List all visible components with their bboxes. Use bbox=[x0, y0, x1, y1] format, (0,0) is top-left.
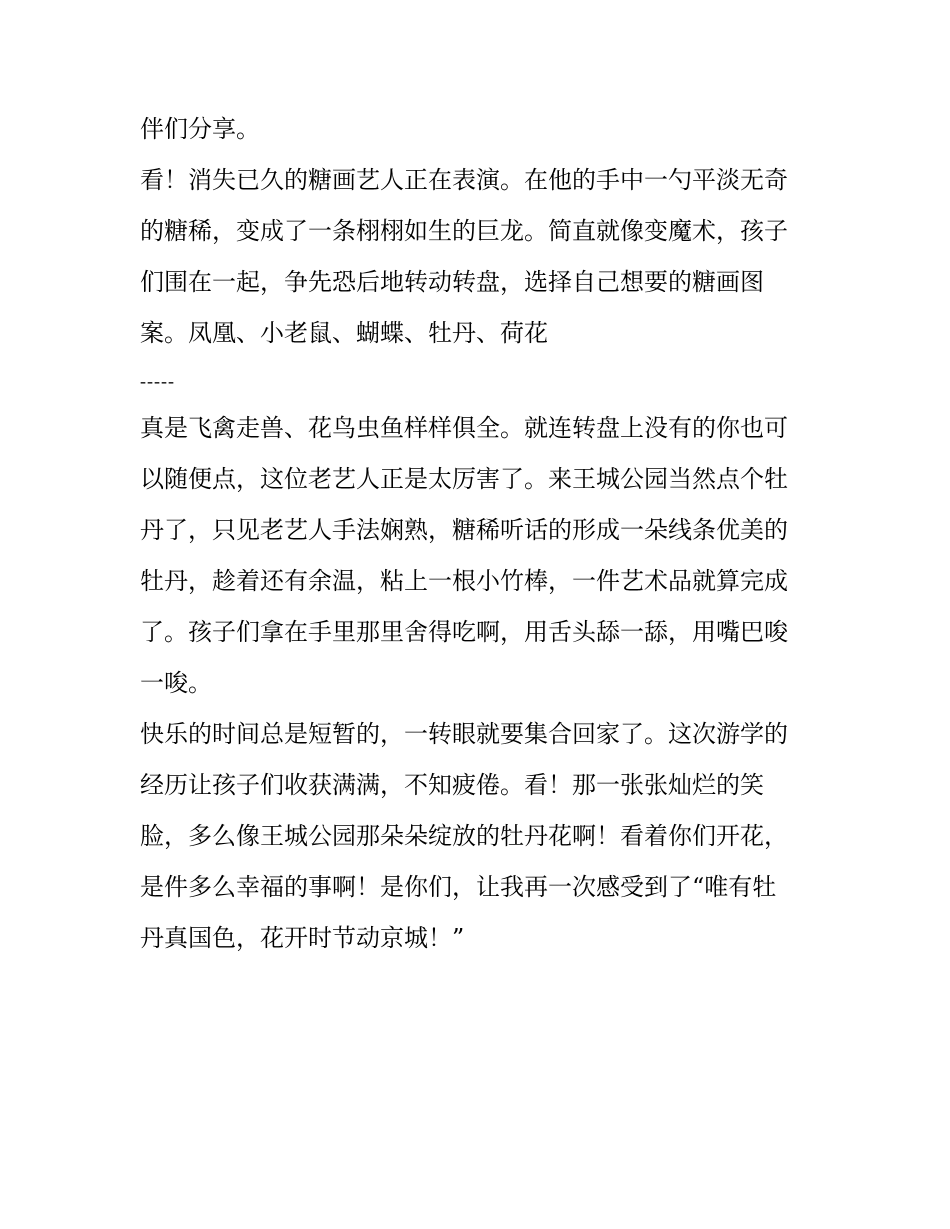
text-line: 的糖稀，变成了一条栩栩如生的巨龙。简直就像变魔术，孩子 bbox=[140, 217, 788, 245]
text-line: 伴们分享。 bbox=[140, 115, 260, 143]
text-line: 经历让孩子们收获满满，不知疲倦。看！那一张张灿烂的笑 bbox=[140, 771, 764, 799]
text-line: 以随便点，这位老艺人正是太厉害了。来王城公园当然点个牡 bbox=[140, 465, 788, 493]
text-line: 们围在一起，争先恐后地转动转盘，选择自己想要的糖画图 bbox=[140, 268, 764, 296]
text-line: 看！消失已久的糖画艺人正在表演。在他的手中一勺平淡无奇 bbox=[140, 166, 788, 194]
text-line: 案。凤凰、小老鼠、蝴蝶、牡丹、荷花 bbox=[140, 319, 548, 347]
text-line: 丹了，只见老艺人手法娴熟，糖稀听话的形成一朵线条优美的 bbox=[140, 516, 788, 544]
text-line: 脸，多么像王城公园那朵朵绽放的牡丹花啊！看着你们开花， bbox=[140, 822, 788, 850]
text-line: 牡丹，趁着还有余温，粘上一根小竹棒，一件艺术品就算完成 bbox=[140, 567, 788, 595]
text-line: 真是飞禽走兽、花鸟虫鱼样样俱全。就连转盘上没有的你也可 bbox=[140, 414, 788, 442]
body-text bbox=[140, 104, 820, 964]
separator-line: ----- bbox=[140, 371, 175, 391]
text-line: 一唆。 bbox=[140, 669, 212, 697]
paragraph-2 bbox=[140, 155, 820, 359]
text-line: 是件多么幸福的事啊！是你们，让我再一次感受到了“唯有牡 bbox=[140, 873, 777, 901]
text-line: 快乐的时间总是短暂的，一转眼就要集合回家了。这次游学的 bbox=[140, 720, 788, 748]
text-line: 了。孩子们拿在手里那里舍得吃啊，用舌头舔一舔，用嘴巴唆 bbox=[140, 618, 788, 646]
text-line: 丹真国色，花开时节动京城！” bbox=[140, 924, 465, 952]
paragraph-3 bbox=[140, 403, 820, 709]
paragraph-4 bbox=[140, 709, 820, 964]
paragraph-1 bbox=[140, 104, 820, 155]
